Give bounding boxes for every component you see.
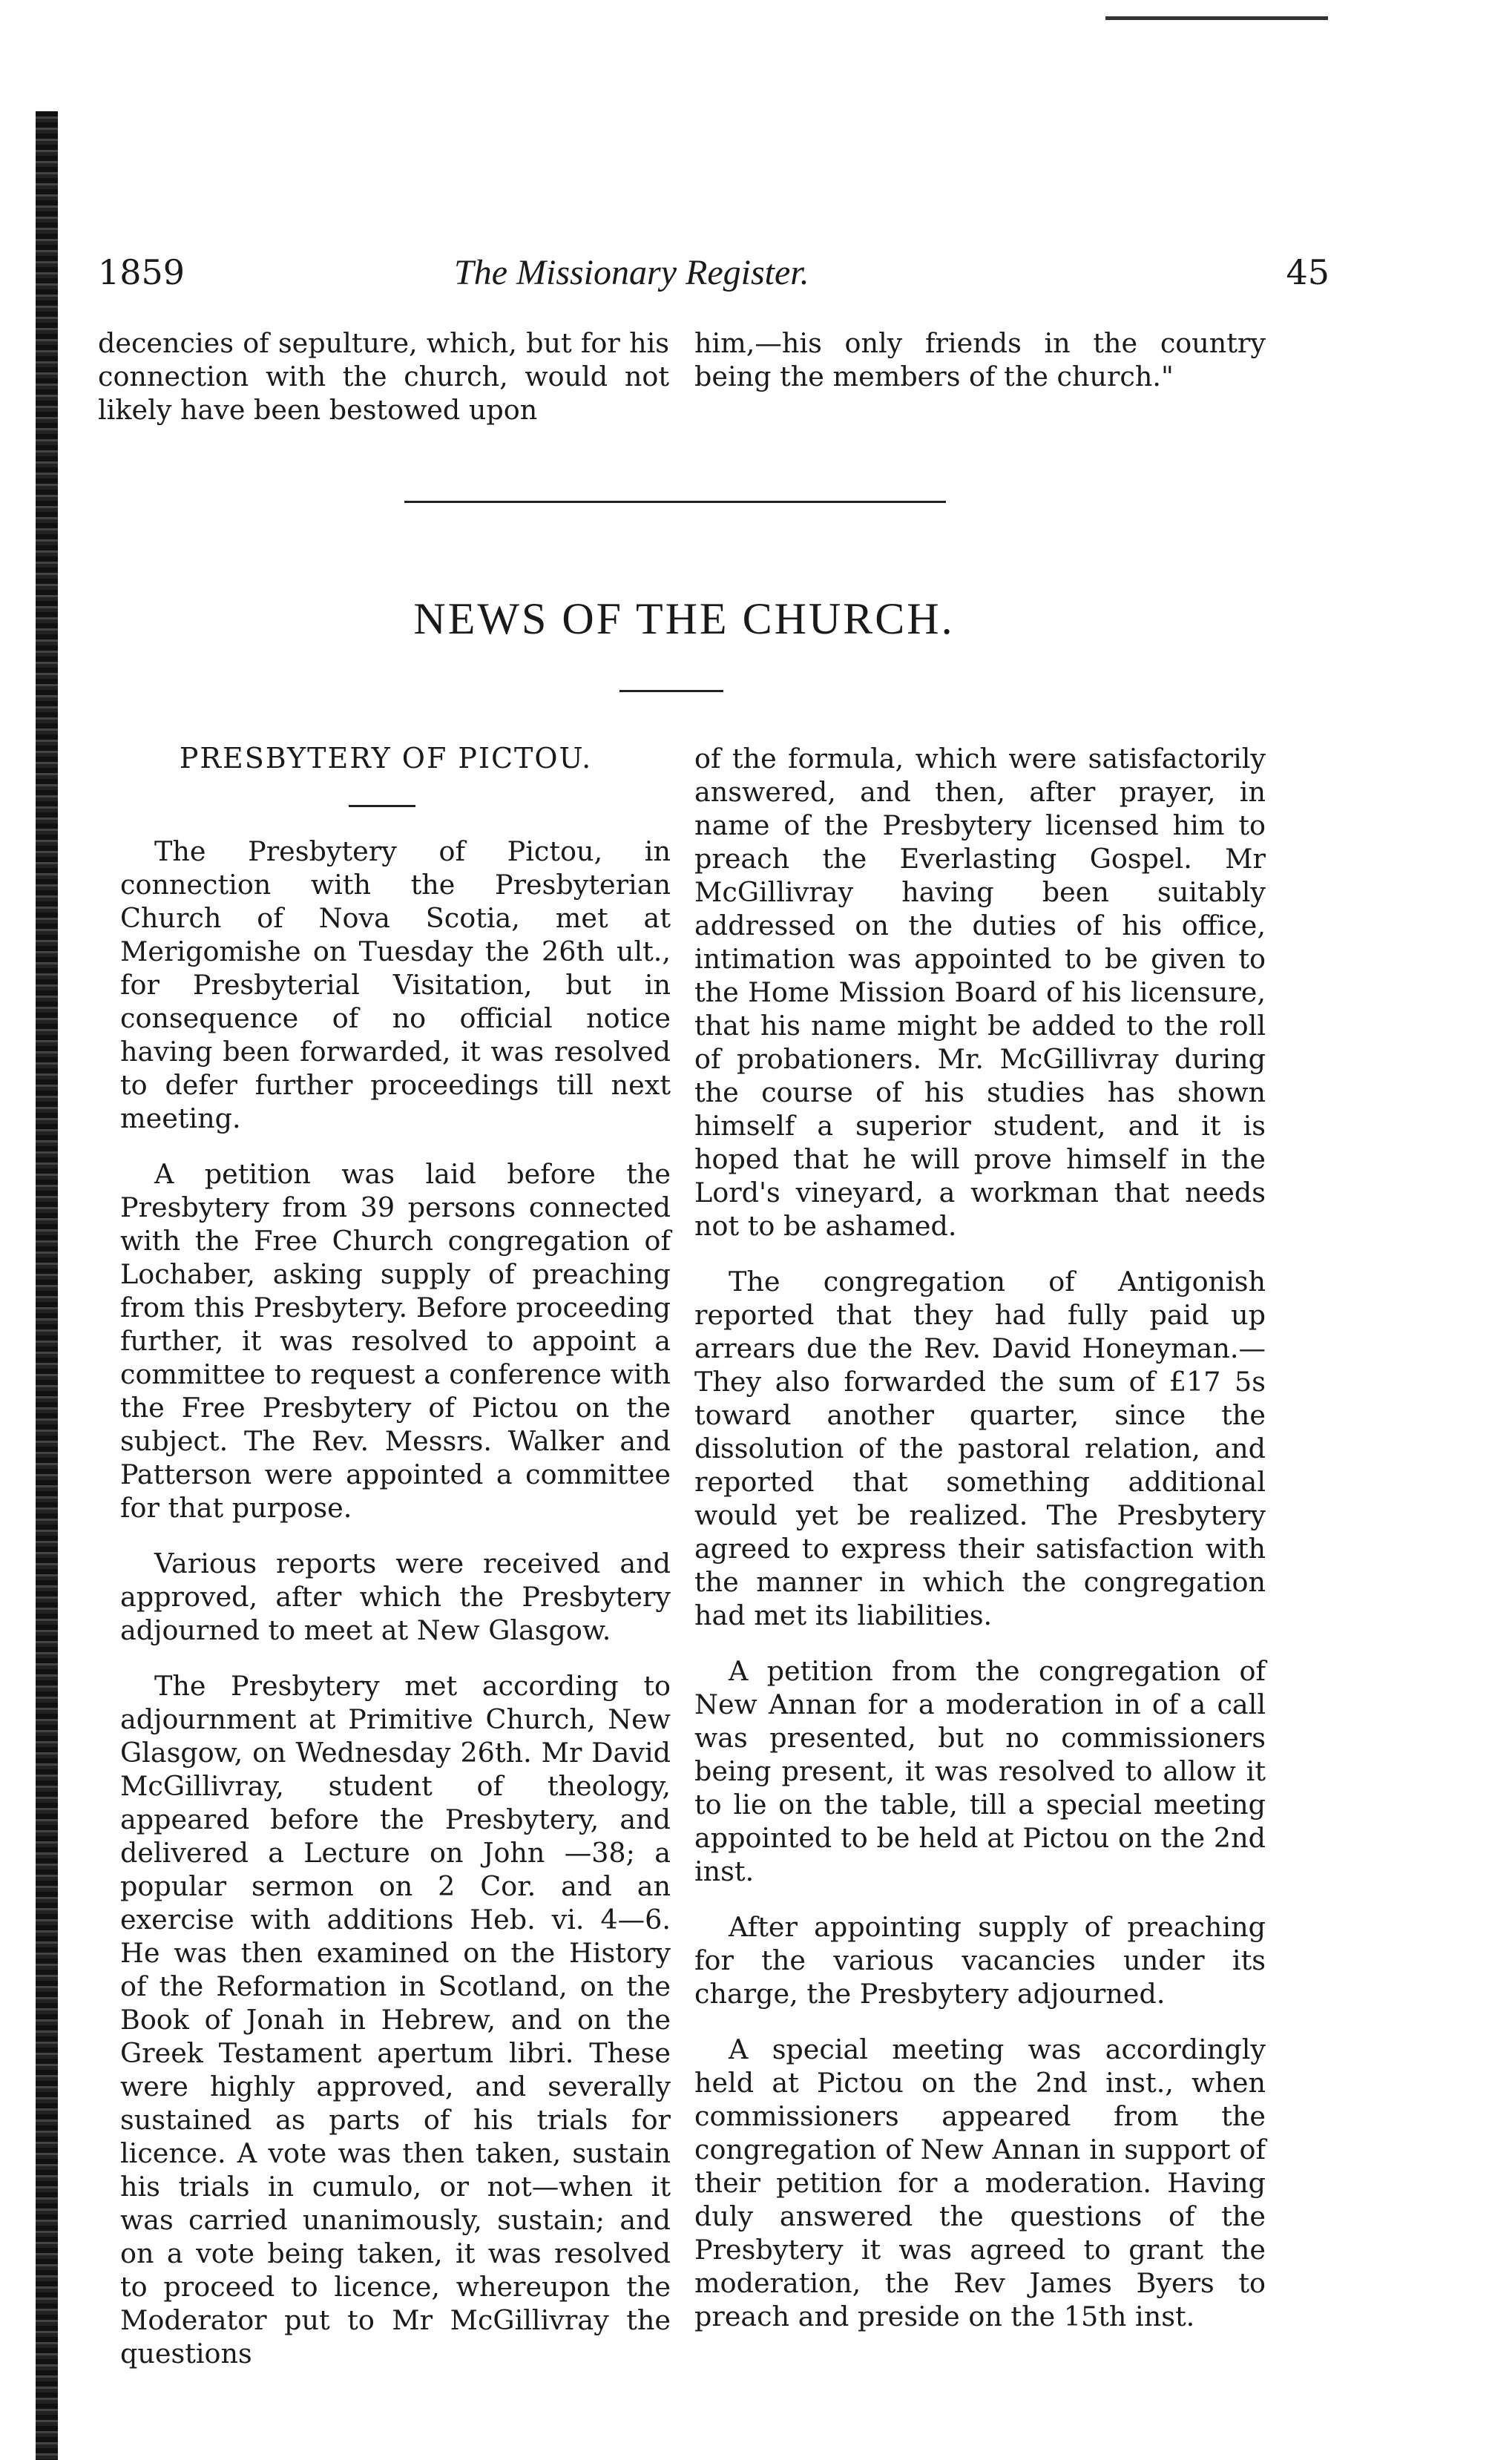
section-title: NEWS OF THE CHURCH. (413, 594, 955, 643)
header-year: 1859 (98, 252, 185, 292)
paragraph: The Presbytery met according to adjournment at Primitive Church, New Glasgow, on Wednesday 26th. Mr David McGillivray, student of theology, appeared before the Presbytery, and delivered a Lecture on John —38; a popular sermon on 2 Cor. and an exercise with additions Heb. vi. 4—6. He was then examined on the History of the Reformation in Scotland, on the Book of Jonah in Hebrew, and on the Greek Testament apertum libri. These were highly approved, and severally sustained as parts of his trials for licence. A vote was then taken, sustain his trials in cumulo, or not—when it was carried unanimously, sustain; and on a vote being taken, it was resolved to proceed to licence, whereupon the Moderator put to Mr McGillivray the questions (120, 1670, 671, 2369)
title-divider (619, 690, 723, 692)
paragraph: After appointing supply of preaching for the various vacancies under its charge, the Presbytery adjourned. (694, 1911, 1266, 2010)
section-divider (404, 501, 946, 503)
paragraph: The Presbytery of Pictou, in connection with the Presbyterian Church of Nova Scotia, met at Merigomishe on Tuesday the 26th ult., for Presbyterial Visitation, but in consequence of no official notice having been forwarded, it was resolved to defer further proceedings till next meeting. (120, 835, 671, 1134)
page-header (98, 252, 1374, 304)
right-column (694, 742, 1266, 2355)
paragraph: decencies of sepulture, which, but for his connection with the church, would not likely have been bestowed upon (98, 327, 669, 426)
paragraph: A petition from the congregation of New Annan for a moderation in of a call was presented, but no commissioners being present, it was resolved to allow it to lie on the table, till a special meeting appointed to be held at Pictou on the 2nd inst. (694, 1655, 1266, 1887)
paragraph: The congregation of Antigonish reported that they had fully paid up arrears due the Rev. David Honeyman.— They also forwarded the sum of £17 5s toward another quarter, since the dissolution of the pastoral relation, and reported that something additional would yet be realized. The Presbytery agreed to express their satisfaction with the manner in which the congregation had met its liabilities. (694, 1266, 1266, 1631)
paragraph: Various reports were received and approved, after which the Presbytery adjourned to meet at New Glasgow. (120, 1548, 671, 1646)
paragraph: A special meeting was accordingly held at Pictou on the 2nd inst., when commissioners appeared from the congregation of New Annan in support of their petition for a moderation. Having duly answered the questions of the Presbytery it was agreed to grant the moderation, the Rev James Byers to preach and preside on the 15th inst. (694, 2033, 1266, 2332)
left-column (120, 835, 671, 2392)
left-column-top (98, 326, 669, 449)
subsection-title: PRESBYTERY OF PICTOU. (179, 742, 593, 774)
page-binding-edge (36, 111, 58, 2460)
paragraph: A petition was laid before the Presbytery from 39 persons connected with the Free Church congregation of Lochaber, asking supply of preaching from this Presbytery. Before proceeding further, it was resolved to appoint a committee to request a conference with the Free Presbytery of Pictou on the subject. The Rev. Messrs. Walker and Patterson were appointed a committee for that purpose. (120, 1158, 671, 1524)
paragraph: of the formula, which were satisfactorily answered, and then, after prayer, in name of the Presbytery licensed him to preach the Everlasting Gospel. Mr McGillivray having been suitably addressed on the duties of his office, intimation was appointed to be given to the Home Mission Board of his licensure, that his name might be added to the roll of probationers. Mr. McGillivray during the course of his studies has shown himself a superior student, and it is hoped that he will prove himself in the Lord's vineyard, a workman that needs not to be ashamed. (694, 743, 1266, 1242)
subsection-divider (349, 805, 415, 807)
paragraph: him,—his only friends in the country being the members of the church." (694, 327, 1266, 392)
header-title: The Missionary Register. (454, 253, 809, 292)
top-scan-mark (1105, 16, 1328, 20)
header-page-number: 45 (1286, 252, 1329, 292)
right-column-top (694, 326, 1266, 415)
